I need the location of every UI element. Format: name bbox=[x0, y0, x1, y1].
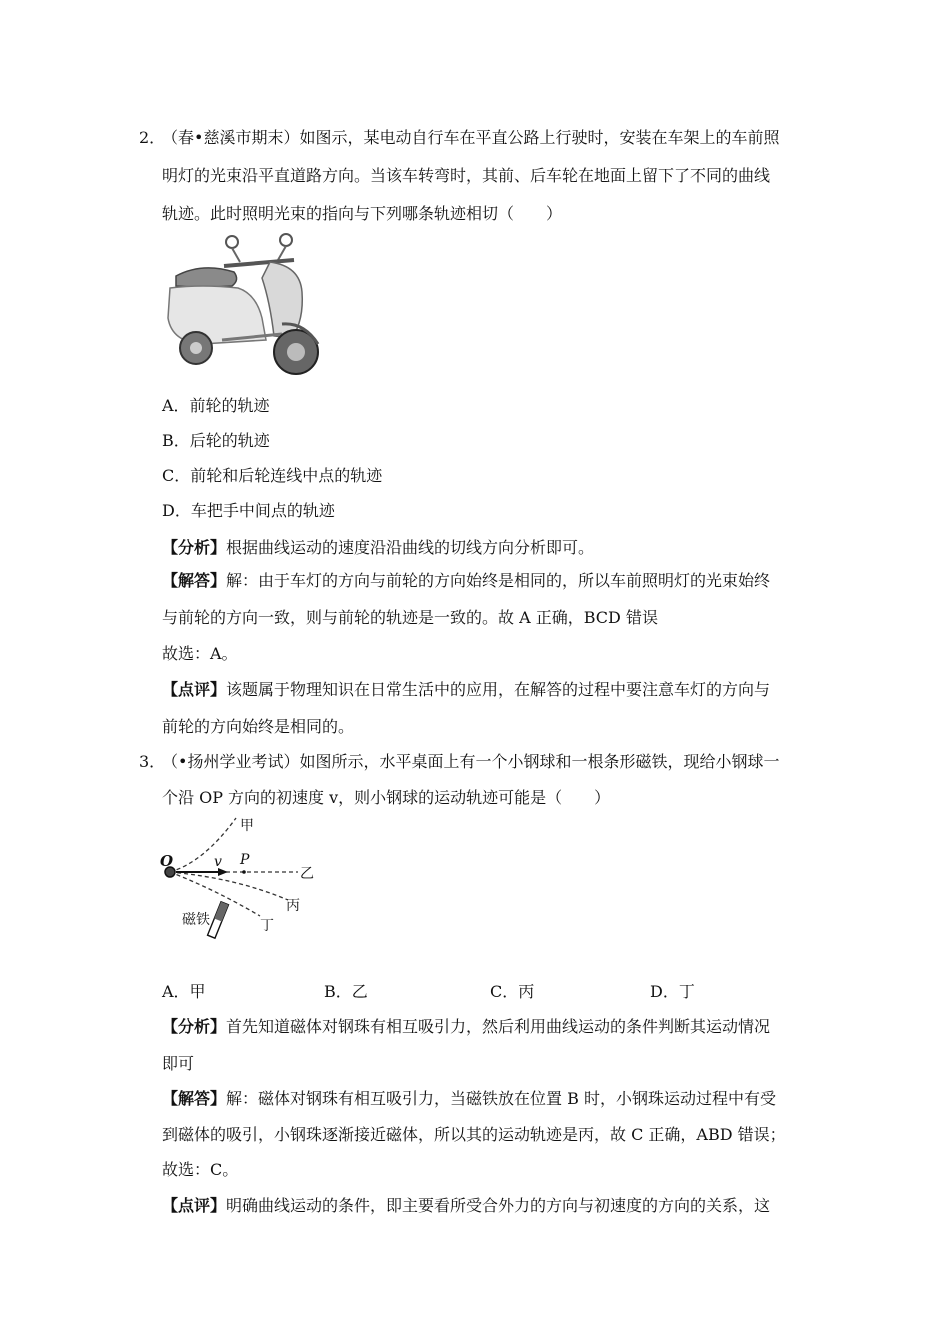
q2-option-b: B．后轮的轨迹 bbox=[162, 431, 270, 450]
q3-stem-line-1: （•扬州学业考试）如图所示，水平桌面上有一个小钢球和一根条形磁铁，现给小钢球一 bbox=[162, 752, 780, 771]
q3-option-a: A．甲 bbox=[162, 982, 206, 1001]
q2-option-c: C．前轮和后轮连线中点的轨迹 bbox=[162, 466, 383, 485]
label-o: O bbox=[160, 852, 174, 870]
label-ding: 丁 bbox=[260, 918, 274, 934]
q3-stem-line-2: 个沿 OP 方向的初速度 v，则小钢球的运动轨迹可能是（ ） bbox=[162, 788, 611, 807]
label-v: v bbox=[214, 854, 222, 870]
q3-choice: 故选：C。 bbox=[162, 1160, 239, 1179]
q2-stem-line-3: 轨迹。此时照明光束的指向与下列哪条轨迹相切（ ） bbox=[162, 204, 563, 223]
answer-tag: 【解答】 bbox=[162, 571, 227, 590]
q3-answer-line-2: 到磁体的吸引，小钢珠逐渐接近磁体，所以其的运动轨迹是丙，故 C 正确，ABD 错误； bbox=[162, 1125, 786, 1144]
q2-answer-line-1 bbox=[162, 571, 770, 591]
analysis-text: 根据曲线运动的速度沿沿曲线的切线方向分析即可。 bbox=[226, 538, 595, 557]
label-p: P bbox=[240, 852, 250, 868]
q2-option-a: A．前轮的轨迹 bbox=[162, 396, 270, 415]
q2-analysis bbox=[162, 538, 594, 558]
label-yi: 乙 bbox=[300, 866, 314, 882]
q2-option-d: D．车把手中间点的轨迹 bbox=[162, 501, 335, 520]
label-bing: 丙 bbox=[286, 898, 300, 914]
q2-stem-line-1: （春•慈溪市期末）如图示，某电动自行车在平直公路上行驶时，安装在车架上的车前照 bbox=[162, 128, 780, 147]
q2-comment-line-1 bbox=[162, 680, 770, 700]
path-bing bbox=[170, 872, 288, 900]
q2-number: 2． bbox=[139, 128, 166, 147]
answer-text: 解：由于车灯的方向与前轮的方向始终是相同的，所以车前照明灯的光束始终 bbox=[226, 571, 771, 590]
point-p bbox=[242, 870, 246, 874]
scooter-image bbox=[162, 232, 326, 378]
q2-stem-line-2: 明灯的光束沿平直道路方向。当该车转弯时，其前、后车轮在地面上留下了不同的曲线 bbox=[162, 166, 771, 185]
path-jia bbox=[170, 818, 236, 872]
q3-option-c: C．丙 bbox=[490, 982, 535, 1001]
answer-tag: 【解答】 bbox=[162, 1089, 227, 1108]
q3-option-b: B．乙 bbox=[324, 982, 368, 1001]
analysis-tag: 【分析】 bbox=[162, 538, 227, 557]
trajectory-diagram bbox=[156, 812, 326, 946]
comment-tag: 【点评】 bbox=[162, 680, 227, 699]
label-magnet: 磁铁 bbox=[182, 912, 210, 928]
analysis-tag: 【分析】 bbox=[162, 1017, 227, 1036]
comment-tag: 【点评】 bbox=[162, 1196, 227, 1215]
q3-comment-line-1 bbox=[162, 1196, 770, 1216]
q3-analysis-line-2: 即可 bbox=[162, 1054, 195, 1073]
q3-analysis-line-1 bbox=[162, 1017, 770, 1037]
q3-answer-line-1 bbox=[162, 1089, 776, 1109]
magnet-bar bbox=[208, 902, 229, 938]
answer-text: 解：磁体对钢珠有相互吸引力，当磁铁放在位置 B 时，小钢珠运动过程中有受 bbox=[226, 1089, 776, 1108]
q2-comment-line-2: 前轮的方向始终是相同的。 bbox=[162, 717, 355, 736]
q2-choice: 故选：A。 bbox=[162, 644, 238, 663]
q2-answer-line-2: 与前轮的方向一致，则与前轮的轨迹是一致的。故 A 正确，BCD 错误 bbox=[162, 608, 658, 627]
comment-text: 该题属于物理知识在日常生活中的应用，在解答的过程中要注意车灯的方向与 bbox=[226, 680, 771, 699]
analysis-text: 首先知道磁体对钢珠有相互吸引力，然后利用曲线运动的条件判断其运动情况 bbox=[226, 1017, 771, 1036]
comment-text: 明确曲线运动的条件，即主要看所受合外力的方向与初速度的方向的关系，这 bbox=[226, 1196, 771, 1215]
q3-option-d: D．丁 bbox=[650, 982, 695, 1001]
q3-number: 3． bbox=[139, 752, 166, 771]
label-jia: 甲 bbox=[240, 818, 254, 834]
